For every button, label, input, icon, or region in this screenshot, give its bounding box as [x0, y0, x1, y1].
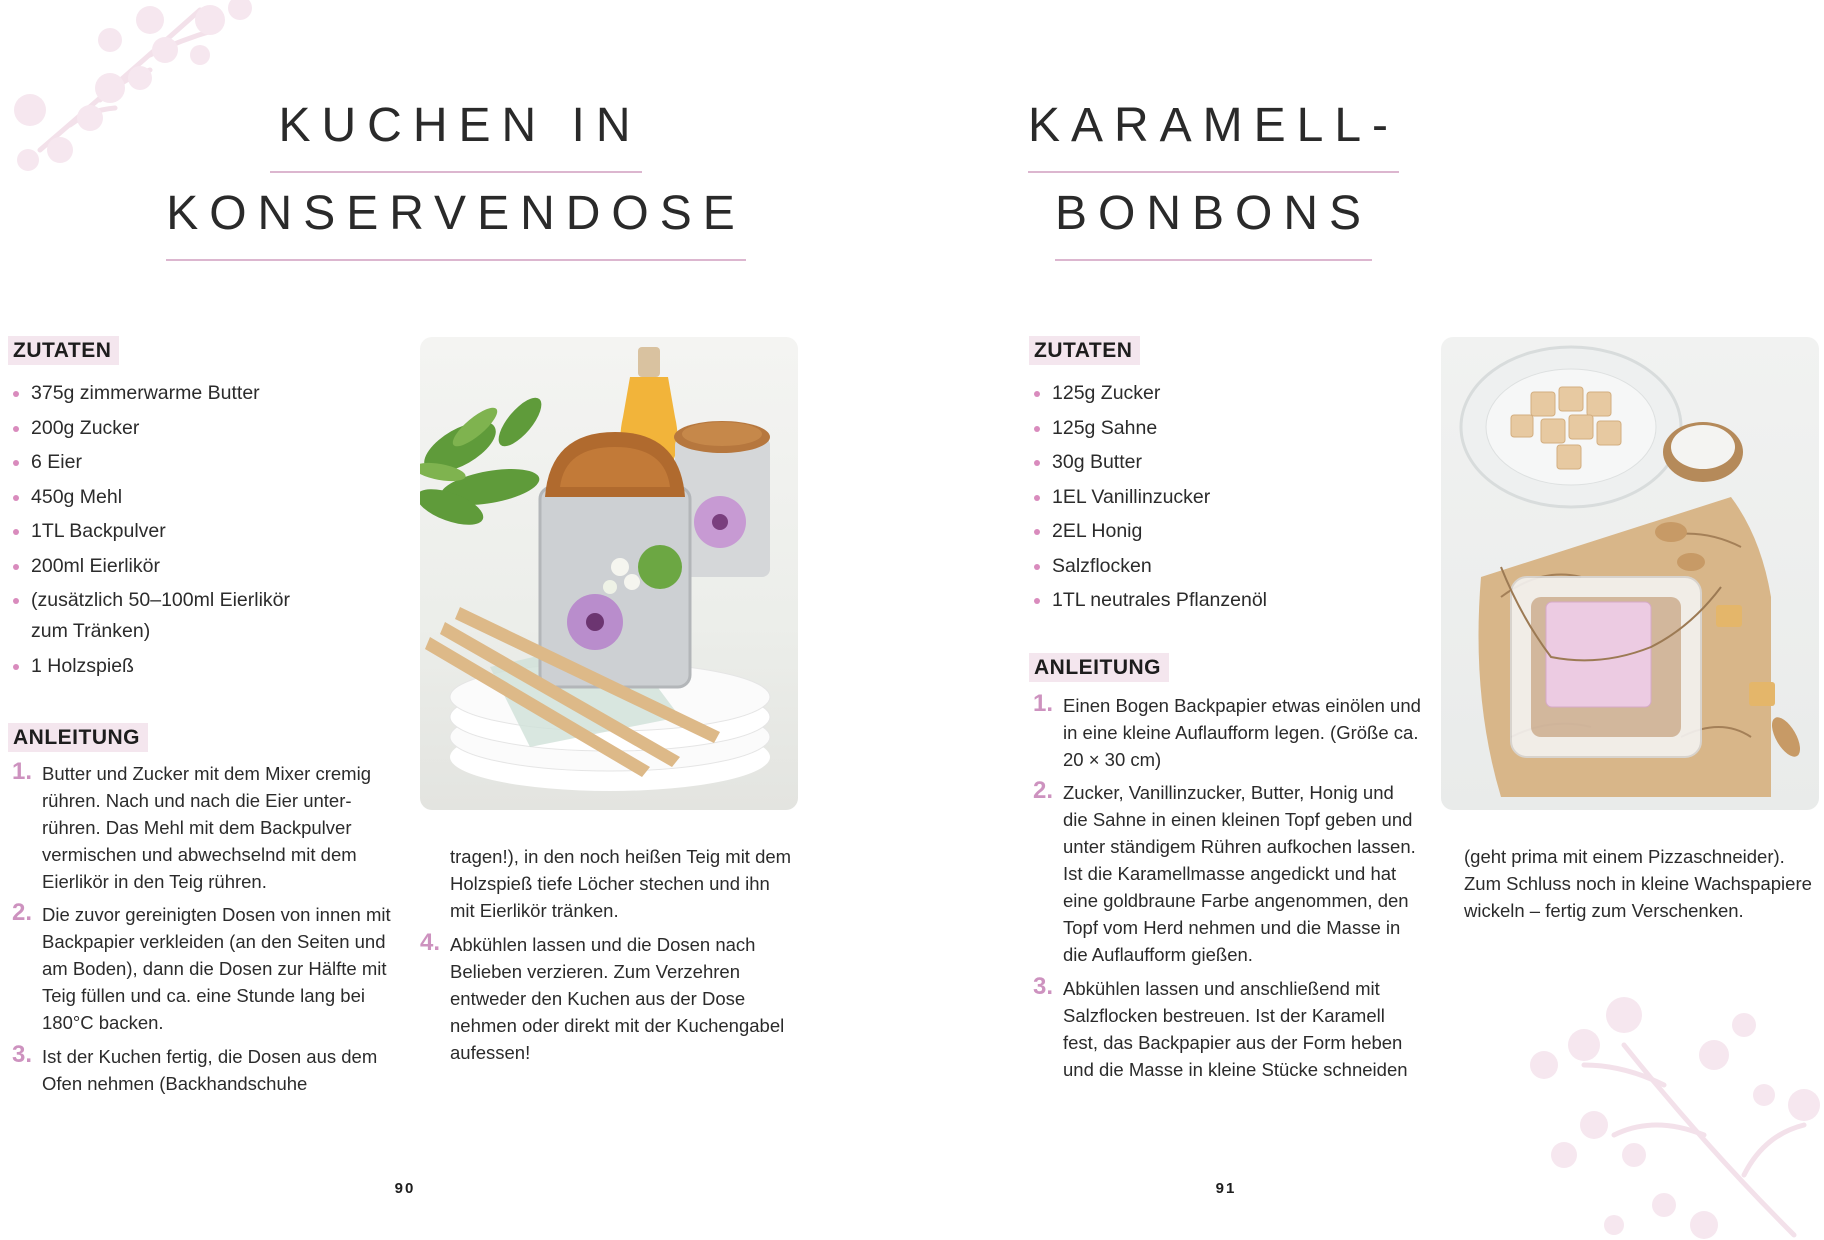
recipe-title-line-2: KONSERVENDOSE [0, 186, 912, 261]
ingredient-item: 450g Mehl [9, 482, 339, 513]
right-page [912, 0, 1824, 1240]
ingredient-item: 1EL Vanillinzucker [1030, 482, 1340, 513]
ingredient-item: 125g Sahne [1030, 413, 1340, 444]
step-number: 3. [1033, 973, 1054, 1000]
instruction-continuation: (geht prima mit einem Pizzaschneider). Zum Schluss noch in kleine Wachspapiere wickeln – fertig zum Verschenken. [1464, 846, 1812, 921]
step-number: 2. [1033, 777, 1054, 804]
step-number: 3. [12, 1041, 33, 1068]
ingredient-item: 6 Eier [9, 447, 339, 478]
step-text: Einen Bogen Backpapier etwas einölen und in eine kleine Auflaufform legen. (Größe ca. 20 × 30 cm) [1063, 695, 1421, 770]
ingredient-item: Salzflocken [1030, 551, 1340, 582]
step-text: Ist der Kuchen fertig, die Dosen aus dem Ofen nehmen (Backhandschuhe [42, 1046, 378, 1094]
branch-decoration-icon [1504, 985, 1824, 1240]
ingredient-item: 375g zimmerwarme Butter [9, 378, 339, 409]
cake-illustration-icon [420, 337, 798, 810]
ingredient-item: 125g Zucker [1030, 378, 1340, 409]
ingredient-item: (zusätzlich 50–100ml Eierlikör zum Tränken) [9, 585, 309, 647]
recipe-title-line-2: BONBONS [912, 186, 1515, 261]
ingredients-list [1030, 378, 1340, 620]
ingredient-item: 1TL Backpulver [9, 516, 339, 547]
recipe-title-line-1: KARAMELL- [912, 98, 1515, 173]
step-text: Abkühlen lassen und die Dosen nach Belieben verzieren. Zum Verzehren entweder den Kuchen aus der Dose nehmen oder direkt mit der Kuchengabel aufessen! [450, 934, 785, 1063]
ingredient-item: 1 Holzspieß [9, 651, 339, 682]
step-number: 2. [12, 899, 33, 926]
page-number: 91 [1215, 1180, 1237, 1197]
instruction-step [12, 1043, 397, 1097]
caramel-bonbons-photo [1441, 337, 1819, 810]
ingredient-item: 200ml Eierlikör [9, 551, 339, 582]
step-text: Zucker, Vanillinzucker, Butter, Honig und die Sahne in einen kleinen Topf geben und unter ständigem Rühren aufkochen lassen. Ist die Karamellmasse angedickt und hat eine goldbraune Farbe angenommen, den Topf vom Herd nehmen und die Masse in die Auflaufform gießen. [1063, 782, 1416, 965]
ingredient-item: 30g Butter [1030, 447, 1340, 478]
page-number: 90 [394, 1180, 416, 1197]
instruction-step [12, 760, 397, 895]
instruction-continuation: tragen!), in den noch heißen Teig mit dem Holzspieß tiefe Löcher stechen und ihn mit Eierlikör tränken. [450, 846, 792, 921]
ingredients-heading: ZUTATEN [8, 336, 119, 365]
step-number: 4. [420, 929, 441, 956]
instructions-heading: ANLEITUNG [8, 723, 148, 752]
ingredient-item: 200g Zucker [9, 413, 339, 444]
step-text: Butter und Zucker mit dem Mixer cremig rühren. Nach und nach die Eier unterrühren. Das Mehl mit dem Backpulver vermischen und abwechselnd mit dem Eierlikör in den Teig rühren. [42, 763, 371, 892]
step-text: Die zuvor gereinigten Dosen von innen mit Backpapier verkleiden (an den Seiten und am Boden), dann die Dosen zur Hälfte mit Teig füllen und ca. eine Stunde lang bei 180°C backen. [42, 904, 391, 1033]
cake-in-tin-photo [420, 337, 798, 810]
ingredient-item: 2EL Honig [1030, 516, 1340, 547]
instructions-heading: ANLEITUNG [1029, 653, 1169, 682]
instruction-step [12, 901, 397, 1036]
step-number: 1. [1033, 690, 1054, 717]
instruction-step [1033, 779, 1423, 968]
step-number: 1. [12, 758, 33, 785]
ingredients-list [9, 378, 339, 685]
ingredient-item: 1TL neutrales Pflanzenöl [1030, 585, 1340, 616]
recipe-title-line-1: KUCHEN IN [0, 98, 912, 173]
instruction-step [420, 931, 800, 1066]
instruction-step [1033, 975, 1423, 1083]
caramel-illustration-icon [1441, 337, 1819, 810]
step-text: Abkühlen lassen und anschließend mit Salzflocken bestreuen. Ist der Karamell fest, das Backpapier aus der Form heben und die Masse in kleine Stücke schneiden [1063, 978, 1408, 1080]
ingredients-heading: ZUTATEN [1029, 336, 1140, 365]
instruction-step [1033, 692, 1423, 773]
